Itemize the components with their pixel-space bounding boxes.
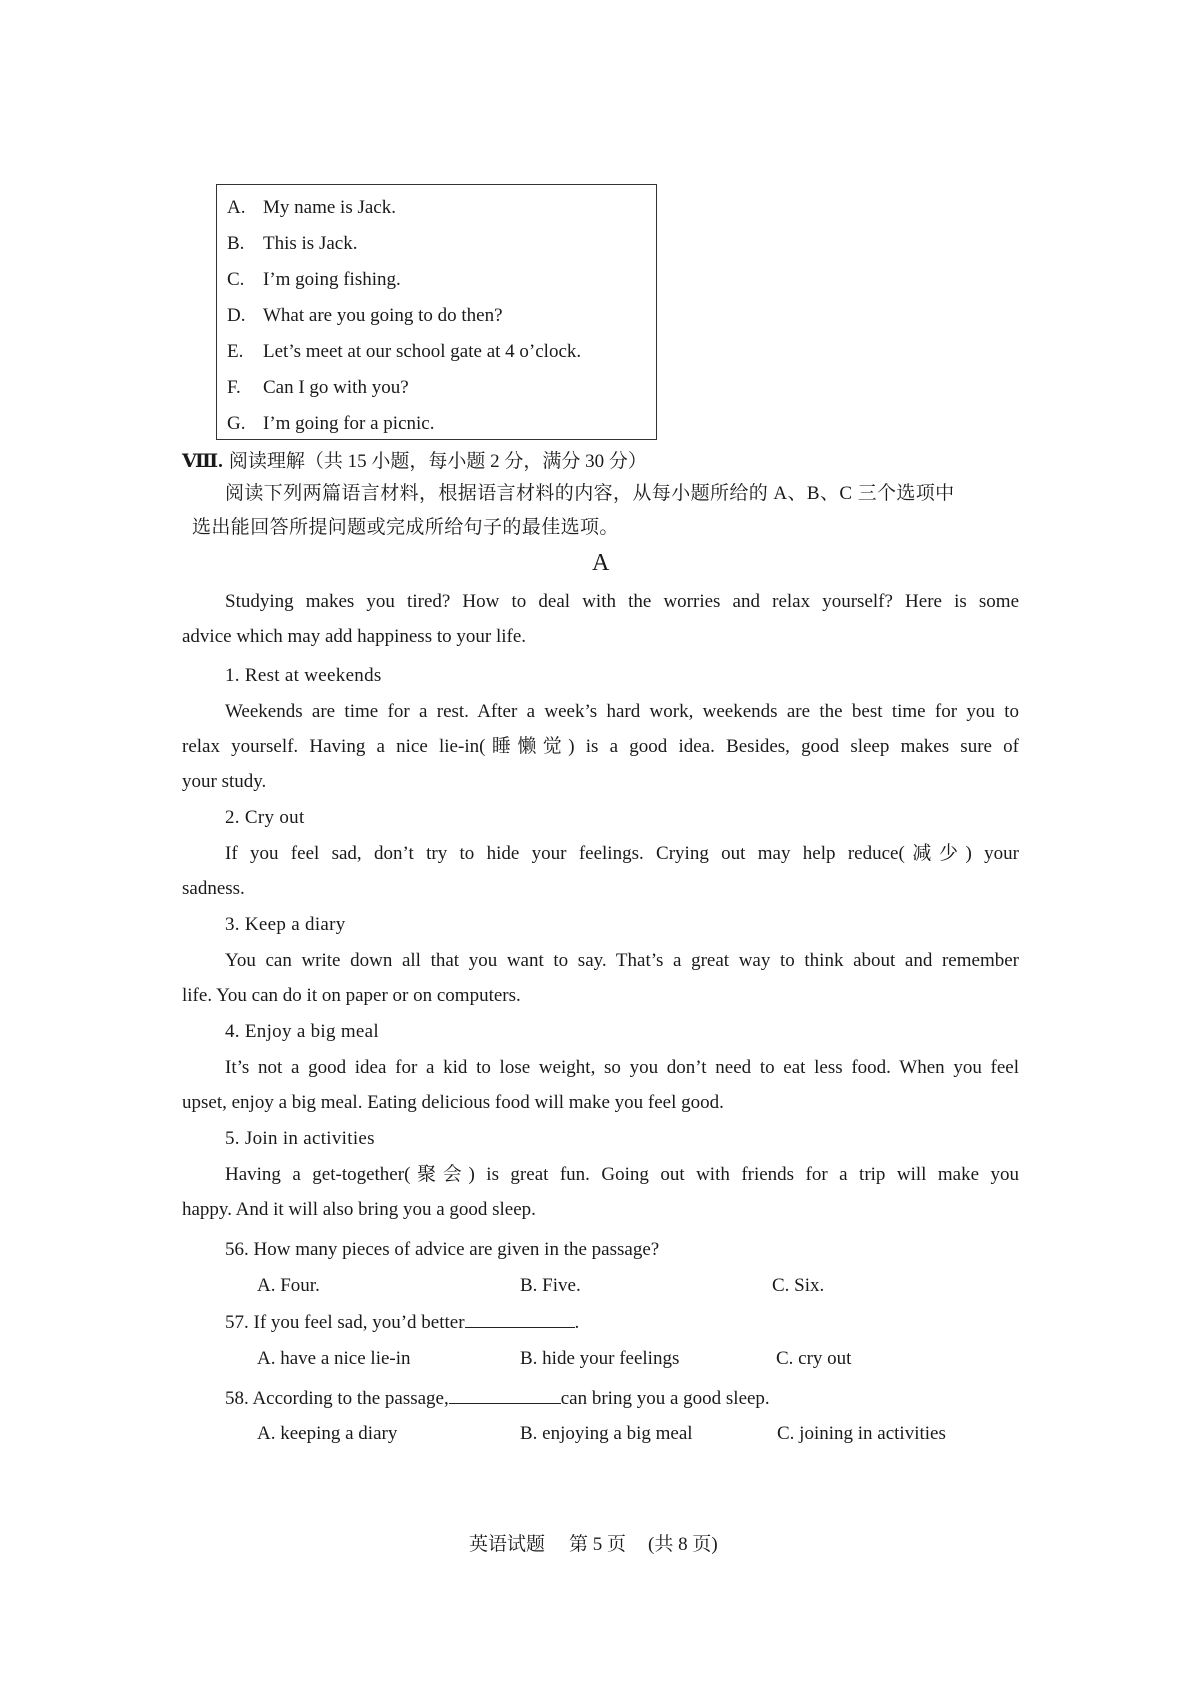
option-letter: B.	[227, 233, 245, 254]
option-text: I’m going fishing.	[263, 269, 401, 290]
tip-paragraph	[182, 943, 1019, 1013]
page-footer	[469, 1529, 718, 1556]
tip-paragraph	[182, 1157, 1019, 1227]
paragraph-line: Having a get-together(聚会) is great fun. Going out with friends for a trip will make you	[225, 1164, 1019, 1185]
passage-intro	[182, 584, 1019, 654]
option-text: What are you going to do then?	[263, 305, 503, 326]
section-heading	[182, 446, 647, 473]
question-57-choice-a[interactable]: A. have a nice lie-in	[257, 1348, 411, 1369]
question-58-stem: 58. According to the passage,	[225, 1388, 449, 1409]
paragraph-line: life. You can do it on paper or on computers.	[182, 985, 521, 1006]
option-letter: D.	[227, 305, 246, 326]
paragraph-line: Studying makes you tired? How to deal with the worries and relax yourself? Here is some	[225, 591, 1019, 612]
passage-title: A	[592, 550, 610, 576]
tip-paragraph	[182, 836, 1019, 906]
paragraph-line: If you feel sad, don’t try to hide your feelings. Crying out may help reduce(减少) your	[225, 843, 1019, 864]
tip-paragraph	[182, 694, 1019, 799]
option-text: Can I go with you?	[263, 377, 409, 398]
tip-heading: 1. Rest at weekends	[225, 665, 382, 686]
question-57-stem-end: .	[574, 1312, 580, 1333]
paragraph-line: your study.	[182, 771, 267, 792]
tip-heading: 3. Keep a diary	[225, 914, 346, 935]
option-letter: G.	[227, 413, 246, 434]
section-instruction-continued: 选出能回答所提问题或完成所给句子的最佳选项。	[192, 517, 619, 538]
tip-heading: 5. Join in activities	[225, 1128, 375, 1149]
section-heading-text: 阅读理解（共 15 小题，每小题 2 分，满分 30 分）	[228, 451, 647, 472]
question-57-stem: 57. If you feel sad, you’d better	[225, 1312, 465, 1333]
option-text: This is Jack.	[263, 233, 358, 254]
option-text: I’m going for a picnic.	[263, 413, 435, 434]
paragraph-line: sadness.	[182, 878, 245, 899]
option-letter: F.	[227, 377, 241, 398]
option-letter: E.	[227, 341, 244, 362]
question-56: 56. How many pieces of advice are given in the passage?	[225, 1239, 660, 1260]
option-item	[227, 305, 503, 327]
option-item	[227, 233, 357, 255]
question-56-choice-b[interactable]: B. Five.	[520, 1275, 581, 1296]
footer-page-number: 第 5 页	[569, 1534, 627, 1555]
question-57	[225, 1311, 579, 1334]
question-57-choice-b[interactable]: B. hide your feelings	[520, 1348, 680, 1369]
answer-blank[interactable]	[449, 1387, 561, 1404]
footer-page-total: (共 8 页)	[648, 1534, 718, 1555]
option-item	[227, 197, 396, 219]
section-number: Ⅷ.	[182, 451, 223, 472]
question-56-choice-c[interactable]: C. Six.	[772, 1275, 825, 1296]
paragraph-line: happy. And it will also bring you a good sleep.	[182, 1199, 536, 1220]
option-text: My name is Jack.	[263, 197, 396, 218]
paragraph-line: You can write down all that you want to say. That’s a great way to think about and remember	[225, 950, 1019, 971]
paragraph-line: It’s not a good idea for a kid to lose weight, so you don’t need to eat less food. When you feel	[225, 1057, 1019, 1078]
question-58-choice-b[interactable]: B. enjoying a big meal	[520, 1423, 693, 1444]
question-58-stem-end: can bring you a good sleep.	[560, 1388, 770, 1409]
option-item	[227, 341, 581, 363]
paragraph-line: relax yourself. Having a nice lie-in(睡懒觉) is a good idea. Besides, good sleep makes sure of	[182, 736, 1019, 757]
section-instruction: 阅读下列两篇语言材料，根据语言材料的内容，从每小题所给的 A、B、C 三个选项中	[225, 483, 955, 504]
option-item	[227, 269, 401, 291]
footer-subject: 英语试题	[469, 1534, 546, 1555]
answer-blank[interactable]	[465, 1311, 575, 1328]
answer-options-box	[216, 184, 657, 440]
option-item	[227, 377, 409, 399]
question-58	[225, 1387, 770, 1410]
option-letter: C.	[227, 269, 245, 290]
option-text: Let’s meet at our school gate at 4 o’clock.	[263, 341, 582, 362]
paragraph-line: upset, enjoy a big meal. Eating delicious food will make you feel good.	[182, 1092, 724, 1113]
tip-paragraph	[182, 1050, 1019, 1120]
option-letter: A.	[227, 197, 246, 218]
question-58-choice-a[interactable]: A. keeping a diary	[257, 1423, 398, 1444]
tip-heading: 4. Enjoy a big meal	[225, 1021, 379, 1042]
question-57-choice-c[interactable]: C. cry out	[776, 1348, 852, 1369]
paragraph-line: Weekends are time for a rest. After a week’s hard work, weekends are the best time for you to	[225, 701, 1019, 722]
option-item	[227, 413, 434, 435]
paragraph-line: advice which may add happiness to your life.	[182, 626, 527, 647]
question-58-choice-c[interactable]: C. joining in activities	[777, 1423, 946, 1444]
tip-heading: 2. Cry out	[225, 807, 305, 828]
question-56-choice-a[interactable]: A. Four.	[257, 1275, 320, 1296]
